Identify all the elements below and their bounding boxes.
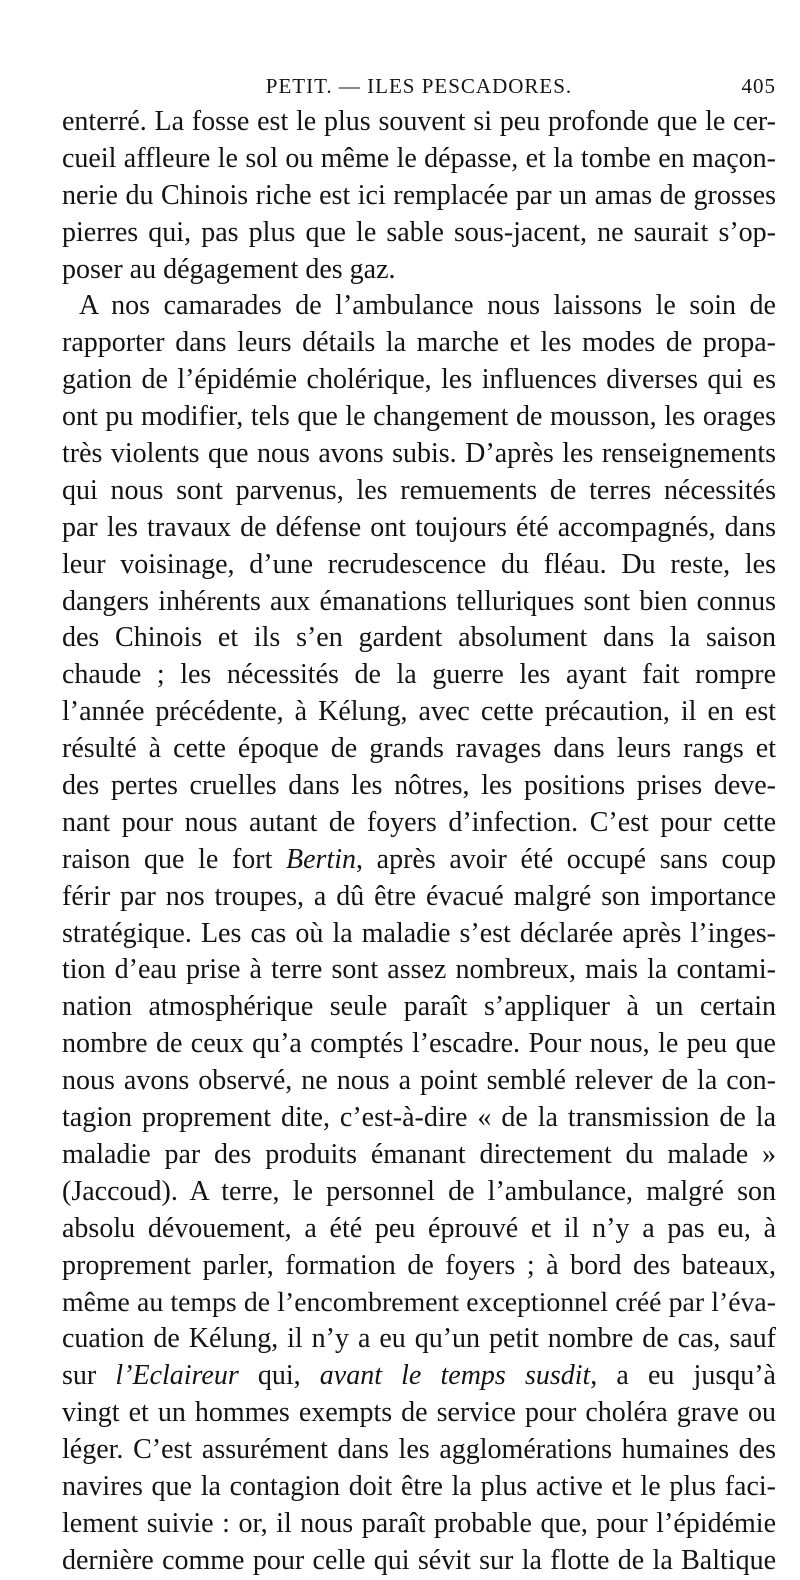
- text-line: [62, 731, 776, 768]
- text-segment: proprement parler, formation de foyers ; à bord des bateaux,: [62, 1249, 776, 1281]
- text-segment: ont pu modifier, tels que le changement de mousson, les orages: [62, 401, 776, 433]
- text-segment: tagion proprement dite, c’est-à-dire « de la transmission de la: [62, 1102, 776, 1134]
- text-segment: dangers inhérents aux émanations telluriques sont bien connus: [62, 585, 776, 617]
- text-line: [62, 842, 776, 879]
- text-segment: enterré. La fosse est le plus souvent si peu profonde que le cer-: [62, 106, 776, 137]
- text-line: [62, 916, 776, 953]
- text-line: [62, 1137, 776, 1174]
- text-segment: nation atmosphérique seule paraît s’appliquer à un certain: [62, 991, 776, 1023]
- text-line: [62, 473, 776, 510]
- italic-text: l’Eclaireur: [115, 1360, 239, 1392]
- text-line: [62, 141, 776, 178]
- text-line: [62, 399, 776, 436]
- text-line: [62, 584, 776, 621]
- text-segment: stratégique. Les cas où la maladie s’est déclarée après l’inges-: [62, 917, 776, 949]
- text-segment: A nos camarades de l’ambulance nous laissons le soin de: [79, 290, 776, 322]
- text-line: [62, 178, 776, 215]
- text-line: [62, 768, 776, 805]
- text-segment: poser au dégagement des gaz.: [62, 253, 396, 285]
- text-segment: qui nous sont parvenus, les remuements de terres nécessités: [62, 474, 776, 506]
- text-line: [62, 510, 776, 547]
- text-segment: nant pour nous autant de foyers d’infection. C’est pour cette: [62, 806, 776, 838]
- text-segment: lement suivie : or, il nous paraît probable que, pour l’épidémie: [62, 1507, 776, 1539]
- text-segment: (Jaccoud). A terre, le personnel de l’ambulance, malgré son: [62, 1175, 776, 1207]
- text-line: [62, 1248, 776, 1285]
- text-line: [62, 805, 776, 842]
- text-line: [62, 436, 776, 473]
- text-segment: , après avoir été occupé sans coup: [356, 843, 776, 875]
- text-segment: absolu dévouement, a été peu éprouvé et il n’y a pas eu, à: [62, 1212, 776, 1244]
- text-segment: gation de l’épidémie cholérique, les influences diverses qui es: [62, 364, 776, 396]
- text-line: [62, 1321, 776, 1358]
- text-segment: qui,: [238, 1360, 320, 1392]
- text-segment: léger. C’est assurément dans les agglomérations humaines des: [62, 1434, 776, 1466]
- text-line: [62, 879, 776, 916]
- text-line: [62, 657, 776, 694]
- text-segment: cueil affleure le sol ou même le dépasse, et la tombe en maçon-: [62, 142, 776, 174]
- text-line: [62, 1026, 776, 1063]
- text-segment: maladie par des produits émanant directement du malade »: [62, 1138, 776, 1170]
- text-line: [62, 325, 776, 362]
- text-line: [62, 694, 776, 731]
- text-segment: leur voisinage, d’une recrudescence du fléau. Du reste, les: [62, 548, 776, 580]
- text-line: [62, 1506, 776, 1543]
- text-line: [62, 620, 776, 657]
- text-line: [62, 1543, 776, 1580]
- text-segment: raison que le fort: [62, 843, 287, 875]
- italic-text: avant le temps susdit: [319, 1360, 591, 1392]
- text-segment: vingt et un hommes exempts de service pour choléra grave ou: [62, 1397, 776, 1429]
- text-line: [62, 1100, 776, 1137]
- text-segment: rapporter dans leurs détails la marche et les modes de propa-: [62, 327, 776, 359]
- text-segment: des Chinois et ils s’en gardent absolument dans la saison: [62, 622, 776, 654]
- text-segment: nombre de ceux qu’a comptés l’escadre. Pour nous, le peu que: [62, 1028, 776, 1060]
- text-line: [62, 547, 776, 584]
- running-head: [62, 74, 776, 104]
- text-segment: l’année précédente, à Kélung, avec cette précaution, il en est: [62, 696, 776, 728]
- text-segment: par les travaux de défense ont toujours été accompagnés, dans: [62, 511, 776, 543]
- text-segment: cuation de Kélung, il n’y a eu qu’un petit nombre de cas, sauf: [62, 1323, 776, 1355]
- text-segment: nous avons observé, ne nous a point semblé relever de la con-: [62, 1065, 776, 1097]
- text-segment: nerie du Chinois riche est ici remplacée par un amas de grosses: [62, 179, 776, 211]
- text-segment: sur: [62, 1360, 116, 1392]
- text-line: [62, 1211, 776, 1248]
- text-segment: même au temps de l’encombrement exceptionnel créé par l’éva-: [62, 1286, 776, 1318]
- text-segment: tion d’eau prise à terre sont assez nombreux, mais la contami-: [62, 954, 776, 986]
- text-line: [62, 362, 776, 399]
- text-segment: pierres qui, pas plus que le sable sous-jacent, ne saurait s’op-: [62, 216, 776, 248]
- text-line: [62, 1285, 776, 1322]
- text-line: [62, 1174, 776, 1211]
- text-segment: très violents que nous avons subis. D’après les renseignements: [62, 438, 776, 470]
- text-line: [62, 1469, 776, 1506]
- text-line: [62, 215, 776, 252]
- text-line: [62, 1432, 776, 1469]
- text-segment: chaude ; les nécessités de la guerre les ayant fait rompre: [62, 659, 776, 691]
- page-number: 405: [741, 74, 776, 98]
- text-segment: des pertes cruelles dans les nôtres, les positions prises deve-: [62, 770, 776, 802]
- text-segment: , a eu jusqu’à: [590, 1360, 776, 1392]
- text-segment: férir par nos troupes, a dû être évacué malgré son importance: [62, 880, 776, 912]
- text-segment: dernière comme pour celle qui sévit sur la flotte de la Baltique: [62, 1544, 776, 1576]
- running-title: PETIT. — ILES PESCADORES.: [265, 74, 573, 98]
- italic-text: Bertin: [286, 843, 357, 875]
- text-line: [62, 1358, 776, 1395]
- text-line: [62, 952, 776, 989]
- text-line: [62, 104, 776, 141]
- text-line: [62, 989, 776, 1026]
- text-segment: résulté à cette époque de grands ravages dans leurs rangs et: [62, 733, 776, 765]
- text-line: [62, 252, 776, 289]
- text-line: [62, 1395, 776, 1432]
- body-text: [62, 104, 776, 1580]
- text-line: [62, 1063, 776, 1100]
- text-segment: navires que la contagion doit être la plus active et le plus faci-: [62, 1470, 776, 1502]
- text-line: [62, 288, 776, 325]
